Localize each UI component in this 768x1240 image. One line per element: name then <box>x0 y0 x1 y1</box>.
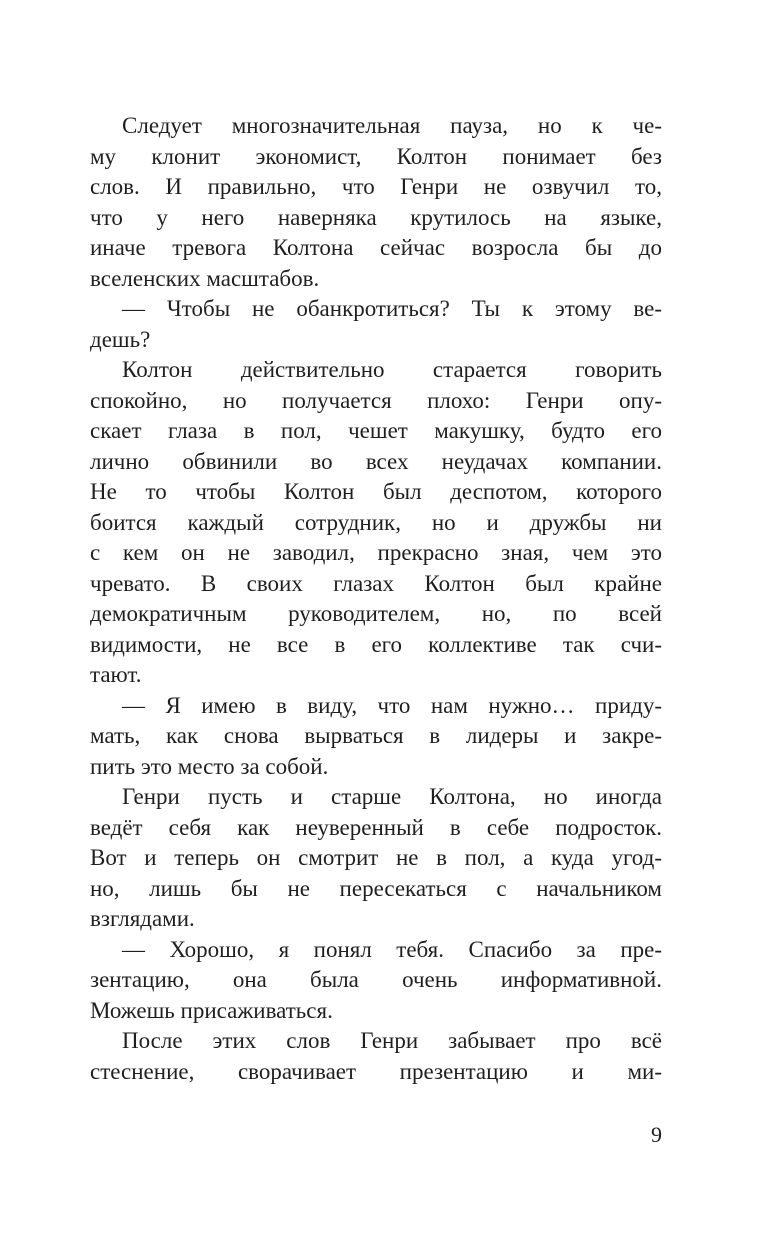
text-line: стеснение, сворачивает презентацию и ми- <box>90 1058 662 1084</box>
page-number: 9 <box>651 1122 662 1147</box>
paragraph <box>90 355 662 691</box>
text-line: Вот и теперь он смотрит не в пол, а куда угод- <box>90 845 662 870</box>
text-line: Колтон действительно старается говорить <box>122 357 662 382</box>
text-line: спокойно, но получается плохо: Генри опу- <box>90 387 662 413</box>
text-line: но, лишь бы не пересекаться с начальником <box>90 875 662 901</box>
text-line: — Я имею в виду, что нам нужно… приду- <box>122 692 662 718</box>
text-line: Можешь присаживаться. <box>90 997 333 1023</box>
text-line: иначе тревога Колтона сейчас возросла бы до <box>90 235 662 260</box>
text-line: демократичным руководителем, но, по всей <box>90 601 662 626</box>
text-line: вселенских масштабов. <box>90 265 320 291</box>
paragraph <box>90 935 662 1027</box>
text-line: После этих слов Генри забывает про всё <box>122 1028 662 1053</box>
text-line: — Чтобы не обанкротиться? Ты к этому ве- <box>122 296 662 321</box>
text-line: с кем он не заводил, прекрасно зная, чем это <box>90 540 662 565</box>
text-line: Следует многозначительная пауза, но к че- <box>122 113 662 138</box>
text-block <box>90 111 662 1087</box>
paragraph <box>90 111 662 294</box>
text-line: мать, как снова вырваться в лидеры и закре- <box>90 723 662 748</box>
paragraph <box>90 691 662 783</box>
paragraph <box>90 782 662 935</box>
text-line: боится каждый сотрудник, но и дружбы ни <box>90 509 662 535</box>
text-line: скает глаза в пол, чешет макушку, будто его <box>90 418 662 443</box>
text-line: тают. <box>90 662 142 687</box>
text-line: видимости, не все в его коллективе так счи- <box>90 631 662 657</box>
text-line: Не то чтобы Колтон был деспотом, которого <box>90 479 662 504</box>
text-line: взглядами. <box>90 906 195 931</box>
text-line: зентацию, она была очень информативной. <box>90 967 662 992</box>
text-line: ведёт себя как неуверенный в себе подросток. <box>90 814 662 840</box>
text-line: дешь? <box>90 326 151 352</box>
text-line: что у него наверняка крутилось на языке, <box>90 204 662 230</box>
paragraph <box>90 1026 662 1087</box>
text-line: Генри пусть и старше Колтона, но иногда <box>122 784 662 809</box>
text-line: лично обвинили во всех неудачах компании. <box>90 448 662 474</box>
text-line: му клонит экономист, Колтон понимает без <box>90 143 662 169</box>
paragraph <box>90 294 662 355</box>
text-line: пить это место за собой. <box>90 753 329 779</box>
text-line: — Хорошо, я понял тебя. Спасибо за пре- <box>122 936 662 962</box>
text-line: слов. И правильно, что Генри не озвучил то, <box>90 174 662 199</box>
text-line: чревато. В своих глазах Колтон был крайне <box>90 570 662 596</box>
